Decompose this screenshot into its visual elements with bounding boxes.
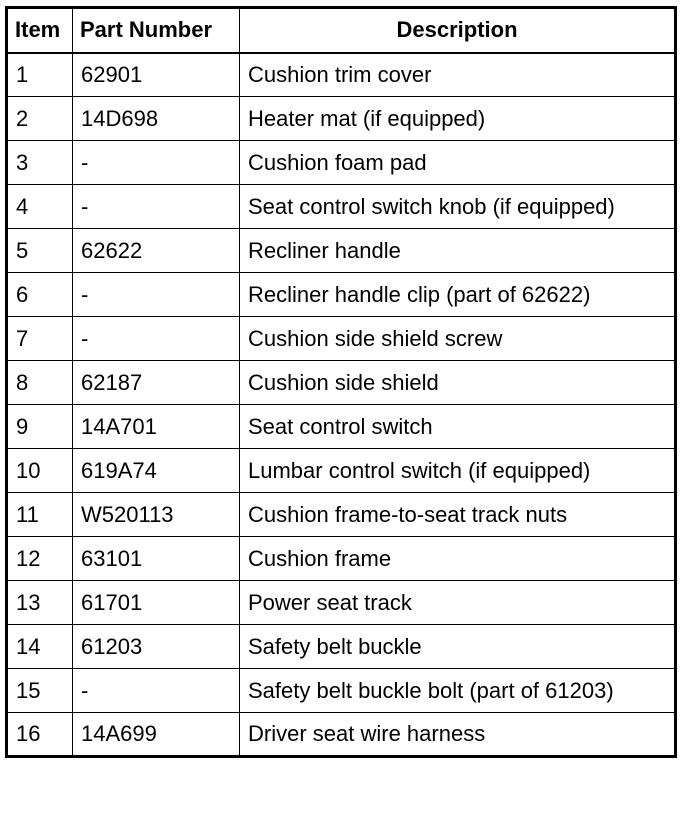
part-number-cell: 62901: [73, 53, 240, 97]
description-cell: Safety belt buckle: [240, 625, 676, 669]
table-row: [7, 53, 676, 97]
item-cell: 6: [7, 273, 73, 317]
part-number-cell: 61203: [73, 625, 240, 669]
item-cell: 9: [7, 405, 73, 449]
part-number-cell: -: [73, 317, 240, 361]
table-row: [7, 141, 676, 185]
column-header-description: Description: [240, 8, 676, 53]
table-row: [7, 493, 676, 537]
description-cell: Cushion foam pad: [240, 141, 676, 185]
table-body: [7, 53, 676, 757]
table-row: [7, 361, 676, 405]
item-cell: 11: [7, 493, 73, 537]
column-header-item: Item: [7, 8, 73, 53]
item-cell: 5: [7, 229, 73, 273]
table-row: [7, 625, 676, 669]
part-number-cell: 62622: [73, 229, 240, 273]
table-row: [7, 273, 676, 317]
part-number-cell: 14A699: [73, 713, 240, 757]
part-number-cell: -: [73, 185, 240, 229]
parts-table: [5, 6, 677, 758]
part-number-cell: 14A701: [73, 405, 240, 449]
item-cell: 1: [7, 53, 73, 97]
table-row: [7, 537, 676, 581]
description-cell: Cushion trim cover: [240, 53, 676, 97]
description-cell: Seat control switch: [240, 405, 676, 449]
item-cell: 2: [7, 97, 73, 141]
part-number-cell: -: [73, 273, 240, 317]
part-number-cell: 619A74: [73, 449, 240, 493]
description-cell: Recliner handle clip (part of 62622): [240, 273, 676, 317]
part-number-cell: 63101: [73, 537, 240, 581]
description-cell: Cushion side shield: [240, 361, 676, 405]
part-number-cell: -: [73, 669, 240, 713]
table-header-row: [7, 8, 676, 53]
part-number-cell: 61701: [73, 581, 240, 625]
table-row: [7, 185, 676, 229]
part-number-cell: W520113: [73, 493, 240, 537]
table-row: [7, 713, 676, 757]
table-row: [7, 581, 676, 625]
item-cell: 12: [7, 537, 73, 581]
item-cell: 8: [7, 361, 73, 405]
part-number-cell: -: [73, 141, 240, 185]
description-cell: Driver seat wire harness: [240, 713, 676, 757]
description-cell: Heater mat (if equipped): [240, 97, 676, 141]
table-row: [7, 449, 676, 493]
item-cell: 13: [7, 581, 73, 625]
table-row: [7, 97, 676, 141]
table-row: [7, 229, 676, 273]
description-cell: Safety belt buckle bolt (part of 61203): [240, 669, 676, 713]
item-cell: 3: [7, 141, 73, 185]
part-number-cell: 14D698: [73, 97, 240, 141]
item-cell: 4: [7, 185, 73, 229]
description-cell: Cushion frame-to-seat track nuts: [240, 493, 676, 537]
description-cell: Power seat track: [240, 581, 676, 625]
description-cell: Seat control switch knob (if equipped): [240, 185, 676, 229]
table-row: [7, 669, 676, 713]
item-cell: 7: [7, 317, 73, 361]
table-row: [7, 317, 676, 361]
description-cell: Cushion frame: [240, 537, 676, 581]
item-cell: 16: [7, 713, 73, 757]
item-cell: 15: [7, 669, 73, 713]
part-number-cell: 62187: [73, 361, 240, 405]
description-cell: Cushion side shield screw: [240, 317, 676, 361]
description-cell: Lumbar control switch (if equipped): [240, 449, 676, 493]
item-cell: 10: [7, 449, 73, 493]
column-header-part-number: Part Number: [73, 8, 240, 53]
table-row: [7, 405, 676, 449]
item-cell: 14: [7, 625, 73, 669]
description-cell: Recliner handle: [240, 229, 676, 273]
